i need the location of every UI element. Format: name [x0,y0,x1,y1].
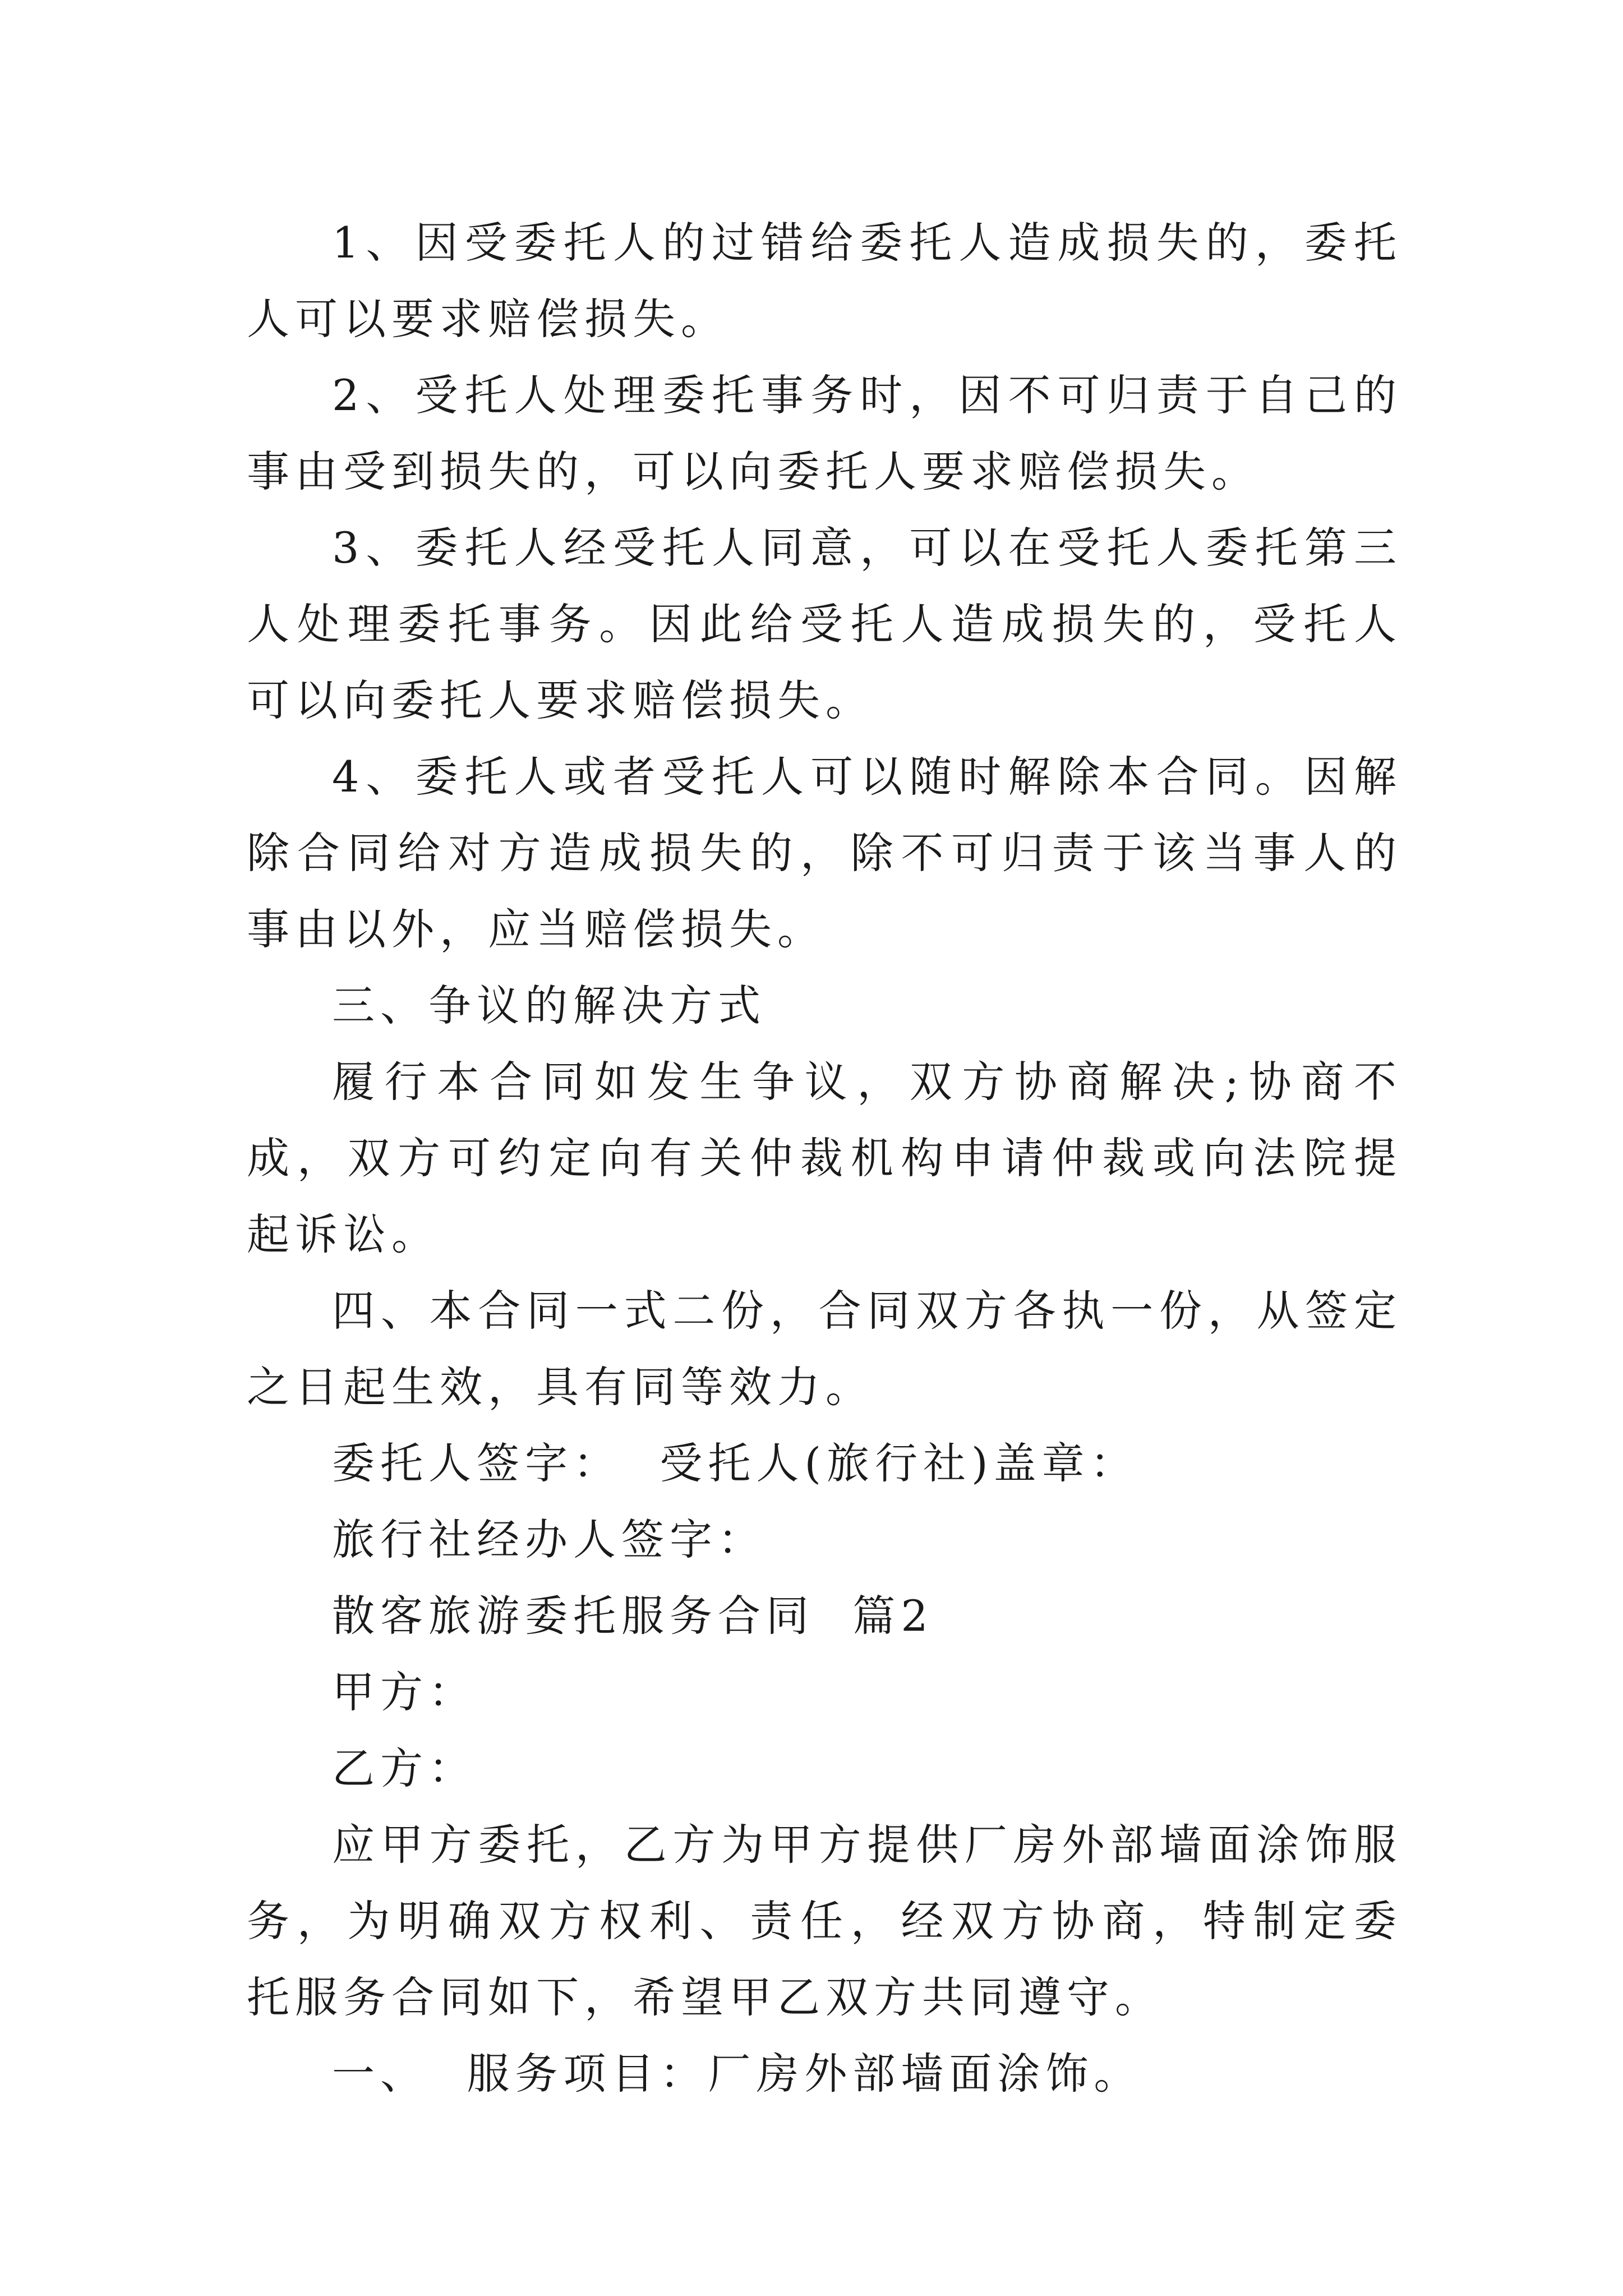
party-a-line: 甲方： [332,1667,477,1717]
section-heading-dispute: 三、争议的解决方式 [332,981,766,1030]
contract-title-part-2: 散客旅游委托服务合同 篇2 [332,1591,934,1641]
agent-signature-line: 旅行社经办人签字： [332,1515,766,1565]
service-item-line: 一、 服务项目：厂房外部墙面涂饰。 [332,2049,1142,2099]
dispute-paragraph: 履行本合同如发生争议，双方协商解决;协商不成，双方可约定向有关仲裁机构申请仲裁或向法院提起诉讼。 [247,1057,1402,1259]
preamble-paragraph: 应甲方委托，乙方为甲方提供厂房外部墙面涂饰服务，为明确双方权利、责任，经双方协商，特制定委托服务合同如下，希望甲乙双方共同遵守。 [247,1820,1402,2022]
party-b-line: 乙方： [332,1743,477,1793]
clause-2-paragraph: 2、受托人处理委托事务时，因不可归责于自己的事由受到损失的，可以向委托人要求赔偿损失。 [247,370,1402,496]
document-body [247,205,1402,2112]
signature-line: 委托人签字： 受托人(旅行社)盖章： [332,1438,1138,1488]
clause-1-paragraph: 1、因受委托人的过错给委托人造成损失的，委托人可以要求赔偿损失。 [247,218,1402,344]
copies-paragraph: 四、本合同一式二份，合同双方各执一份，从签定之日起生效，具有同等效力。 [247,1286,1402,1412]
clause-4-paragraph: 4、委托人或者受托人可以随时解除本合同。因解除合同给对方造成损失的，除不可归责于该当事人的事由以外，应当赔偿损失。 [247,752,1402,954]
clause-3-paragraph: 3、委托人经受托人同意，可以在受托人委托第三人处理委托事务。因此给受托人造成损失的，受托人可以向委托人要求赔偿损失。 [247,523,1402,725]
